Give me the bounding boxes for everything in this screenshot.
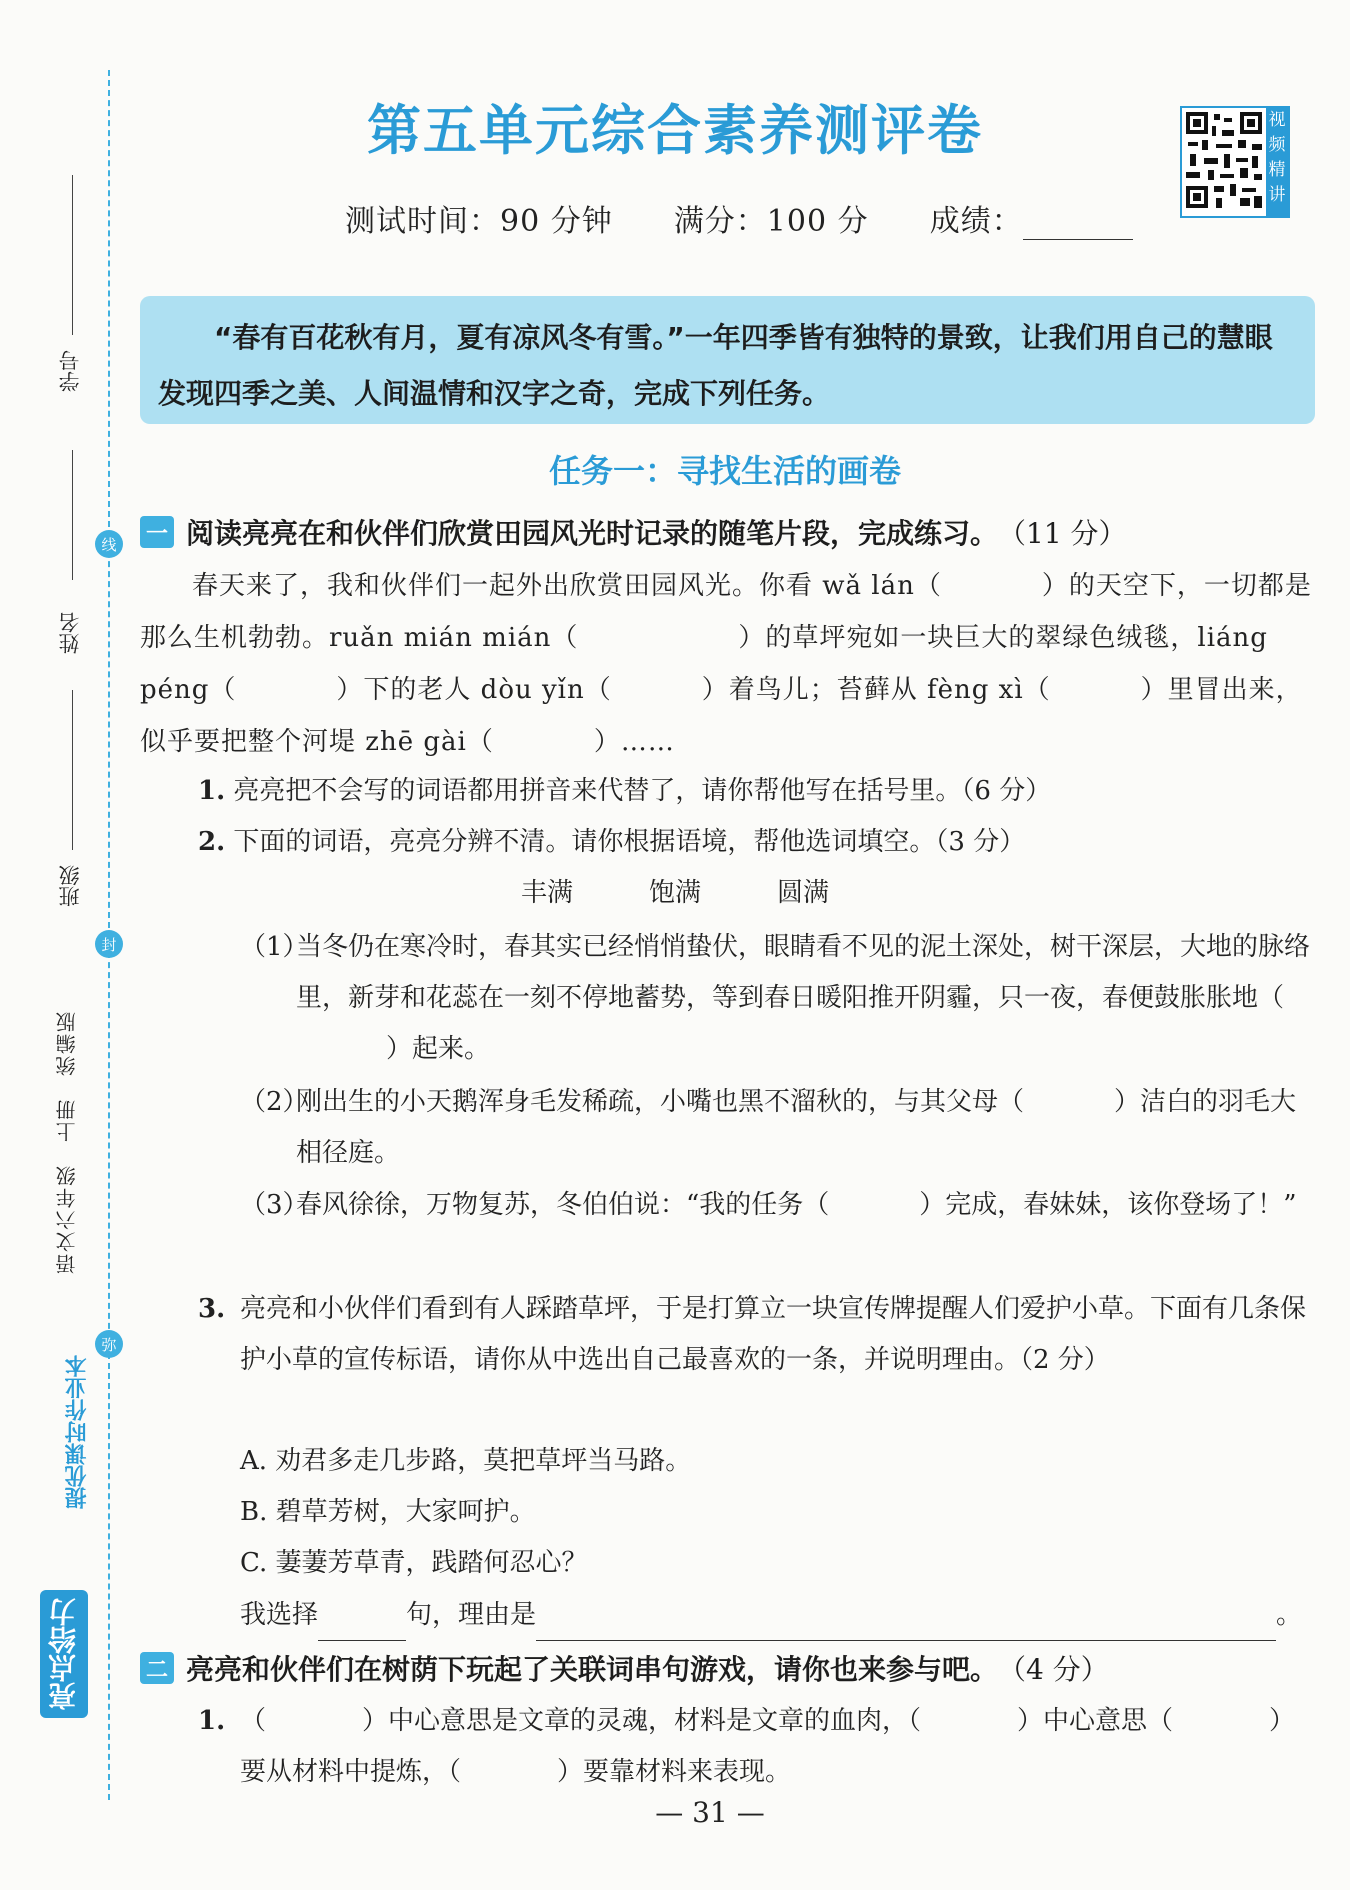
qr-pattern bbox=[1182, 108, 1266, 212]
s1-question-1 bbox=[198, 766, 1318, 817]
brand-sub: 提优课时作业本 bbox=[65, 1355, 90, 1509]
q2-item-3 bbox=[240, 1180, 1318, 1231]
cut-mark-line: 线 bbox=[95, 530, 123, 558]
q-number: 1. bbox=[198, 1706, 226, 1736]
page-title: 第五单元综合素养测评卷 bbox=[367, 98, 983, 162]
section1-title: 阅读亮亮在和伙伴们欣赏田园风光时记录的随笔片段，完成练习。 bbox=[186, 517, 999, 550]
qr-side-label: 视频精讲 bbox=[1266, 108, 1288, 216]
s1-question-2 bbox=[198, 817, 1318, 868]
section2-points: （4 分） bbox=[998, 1653, 1109, 1686]
item-text: ）完成，春妹妹，该你登场了！” bbox=[919, 1190, 1297, 1220]
section2-heading bbox=[140, 1648, 1109, 1688]
s2-question-1 bbox=[198, 1696, 1318, 1798]
item-label: （1） bbox=[240, 932, 309, 962]
q3-option-c: C. 萋萋芳草青，践踏何忍心？ bbox=[240, 1548, 588, 1578]
intro-box: “春有百花秋有月，夏有凉风冬有雪。”一年四季皆有独特的景致，让我们用自己的慧眼发现四季之美、人间温情和汉字之奇，完成下列任务。 bbox=[140, 296, 1315, 424]
q3-option-a: A. 劝君多走几步路，莫把草坪当马路。 bbox=[240, 1446, 692, 1476]
q-number: 3. bbox=[198, 1294, 226, 1324]
section1-heading bbox=[140, 512, 1127, 552]
word-choices bbox=[0, 872, 1350, 909]
time-label: 测试时间：90 分钟 bbox=[345, 204, 613, 239]
full-score-label: 满分：100 分 bbox=[673, 204, 869, 239]
word-choice: 丰满 bbox=[520, 878, 573, 908]
q3-option-b: B. 碧草芳树，大家呵护。 bbox=[240, 1497, 536, 1527]
item-text: 刚出生的小天鹅浑身毛发稀疏，小嘴也黑不溜秋的，与其父母（ bbox=[296, 1087, 1025, 1117]
student-id-line bbox=[72, 175, 73, 335]
cut-mark-seal: 封 bbox=[95, 930, 123, 958]
brand-block bbox=[40, 1355, 92, 1785]
book-info: 语文六年级 上册 统编版 bbox=[55, 1010, 79, 1274]
choice-blank[interactable] bbox=[318, 1612, 406, 1641]
qr-code[interactable] bbox=[1180, 106, 1290, 218]
item-label: （3） bbox=[240, 1190, 309, 1220]
brand-main: 亮点给力 bbox=[40, 1590, 88, 1718]
student-id-label: 学号 bbox=[58, 350, 82, 392]
word-choice: 圆满 bbox=[777, 878, 830, 908]
passage-seg: 春天来了，我和伙伴们一起外出欣赏田园风光。你看 wǎ lán（ bbox=[192, 571, 942, 601]
passage-seg: ）…… bbox=[593, 727, 675, 757]
name-label: 姓名 bbox=[58, 612, 82, 654]
item-text: ）起来。 bbox=[386, 1034, 491, 1064]
q3-answer-prefix: 我选择 bbox=[240, 1600, 319, 1630]
passage-seg: ）的天空下，一切都是那么生机勃勃。ruǎn mián mián（ bbox=[140, 571, 1312, 653]
section2-title: 亮亮和伙伴们在树荫下玩起了关联词串句游戏，请你也来参与吧。 bbox=[186, 1653, 999, 1686]
q3-answer-line bbox=[240, 1590, 1320, 1641]
q3-answer-end: 。 bbox=[1276, 1600, 1303, 1630]
grade-label: 成绩： bbox=[929, 204, 1023, 239]
q-text: ）中心意思（ bbox=[1017, 1706, 1174, 1736]
class-label: 班级 bbox=[58, 865, 82, 907]
q-number: 2. bbox=[198, 827, 226, 857]
q-text: （ bbox=[240, 1706, 267, 1736]
reason-blank[interactable] bbox=[536, 1612, 1276, 1641]
q3-text: 亮亮和小伙伴们看到有人踩踏草坪，于是打算立一块宣传牌提醒人们爱护小草。下面有几条保护小草的宣传标语，请你从中选出自己最喜欢的一条，并说明理由。（2 分） bbox=[240, 1294, 1307, 1375]
q-text: ）中心意思是文章的灵魂，材料是文章的血肉，（ bbox=[362, 1706, 922, 1736]
q-number: 1. bbox=[198, 776, 226, 806]
q3-answer-mid: 句，理由是 bbox=[406, 1600, 537, 1630]
item-text: ）洁白的羽毛大相径庭。 bbox=[296, 1087, 1297, 1168]
passage-seg: ）的草坪宛如一块巨大的翠绿色绒毯，liáng péng（ bbox=[140, 623, 1268, 705]
q2-item-1 bbox=[240, 922, 1318, 1075]
word-choice: 饱满 bbox=[648, 878, 701, 908]
class-line bbox=[72, 690, 73, 850]
passage-seg: ）着鸟儿；苔藓从 fèng xì（ bbox=[701, 675, 1051, 705]
item-text: 春风徐徐，万物复苏，冬伯伯说：“我的任务（ bbox=[296, 1190, 830, 1220]
section2-number: 二 bbox=[140, 1652, 174, 1684]
item-text: 当冬仍在寒冷时，春其实已经悄悄蛰伏，眼睛看不见的泥土深处，树干深层，大地的脉络里，新芽和花蕊在一刻不停地蓄势，等到春日暖阳推开阴霾，只一夜，春便鼓胀胀地（ bbox=[296, 932, 1311, 1013]
q2-item-2 bbox=[240, 1077, 1318, 1179]
task1-title: 任务一：寻找生活的画卷 bbox=[548, 452, 901, 490]
section1-number: 一 bbox=[140, 516, 174, 548]
passage bbox=[140, 560, 1320, 768]
s1-question-3 bbox=[198, 1284, 1318, 1386]
passage-seg: ）里冒出来，似乎要把整个河堤 zhē gài（ bbox=[140, 675, 1303, 757]
passage-seg: ）下的老人 dòu yǐn（ bbox=[336, 675, 612, 705]
q1-text: 亮亮把不会写的词语都用拼音来代替了，请你帮他写在括号里。（6 分） bbox=[233, 776, 1052, 806]
q-text: ） bbox=[1269, 1706, 1296, 1736]
page-number: — 31 — bbox=[655, 1796, 765, 1829]
grade-blank[interactable] bbox=[1023, 215, 1133, 240]
exam-meta bbox=[345, 196, 1133, 240]
item-label: （2） bbox=[240, 1087, 309, 1117]
q-text: ）要靠材料来表现。 bbox=[557, 1757, 792, 1787]
q2-text: 下面的词语，亮亮分辨不清。请你根据语境，帮他选词填空。（3 分） bbox=[233, 827, 1026, 857]
cut-mark-seal2: 弥 bbox=[95, 1330, 123, 1358]
section1-points: （11 分） bbox=[998, 517, 1127, 550]
q-text: 要从材料中提炼，（ bbox=[240, 1757, 462, 1787]
